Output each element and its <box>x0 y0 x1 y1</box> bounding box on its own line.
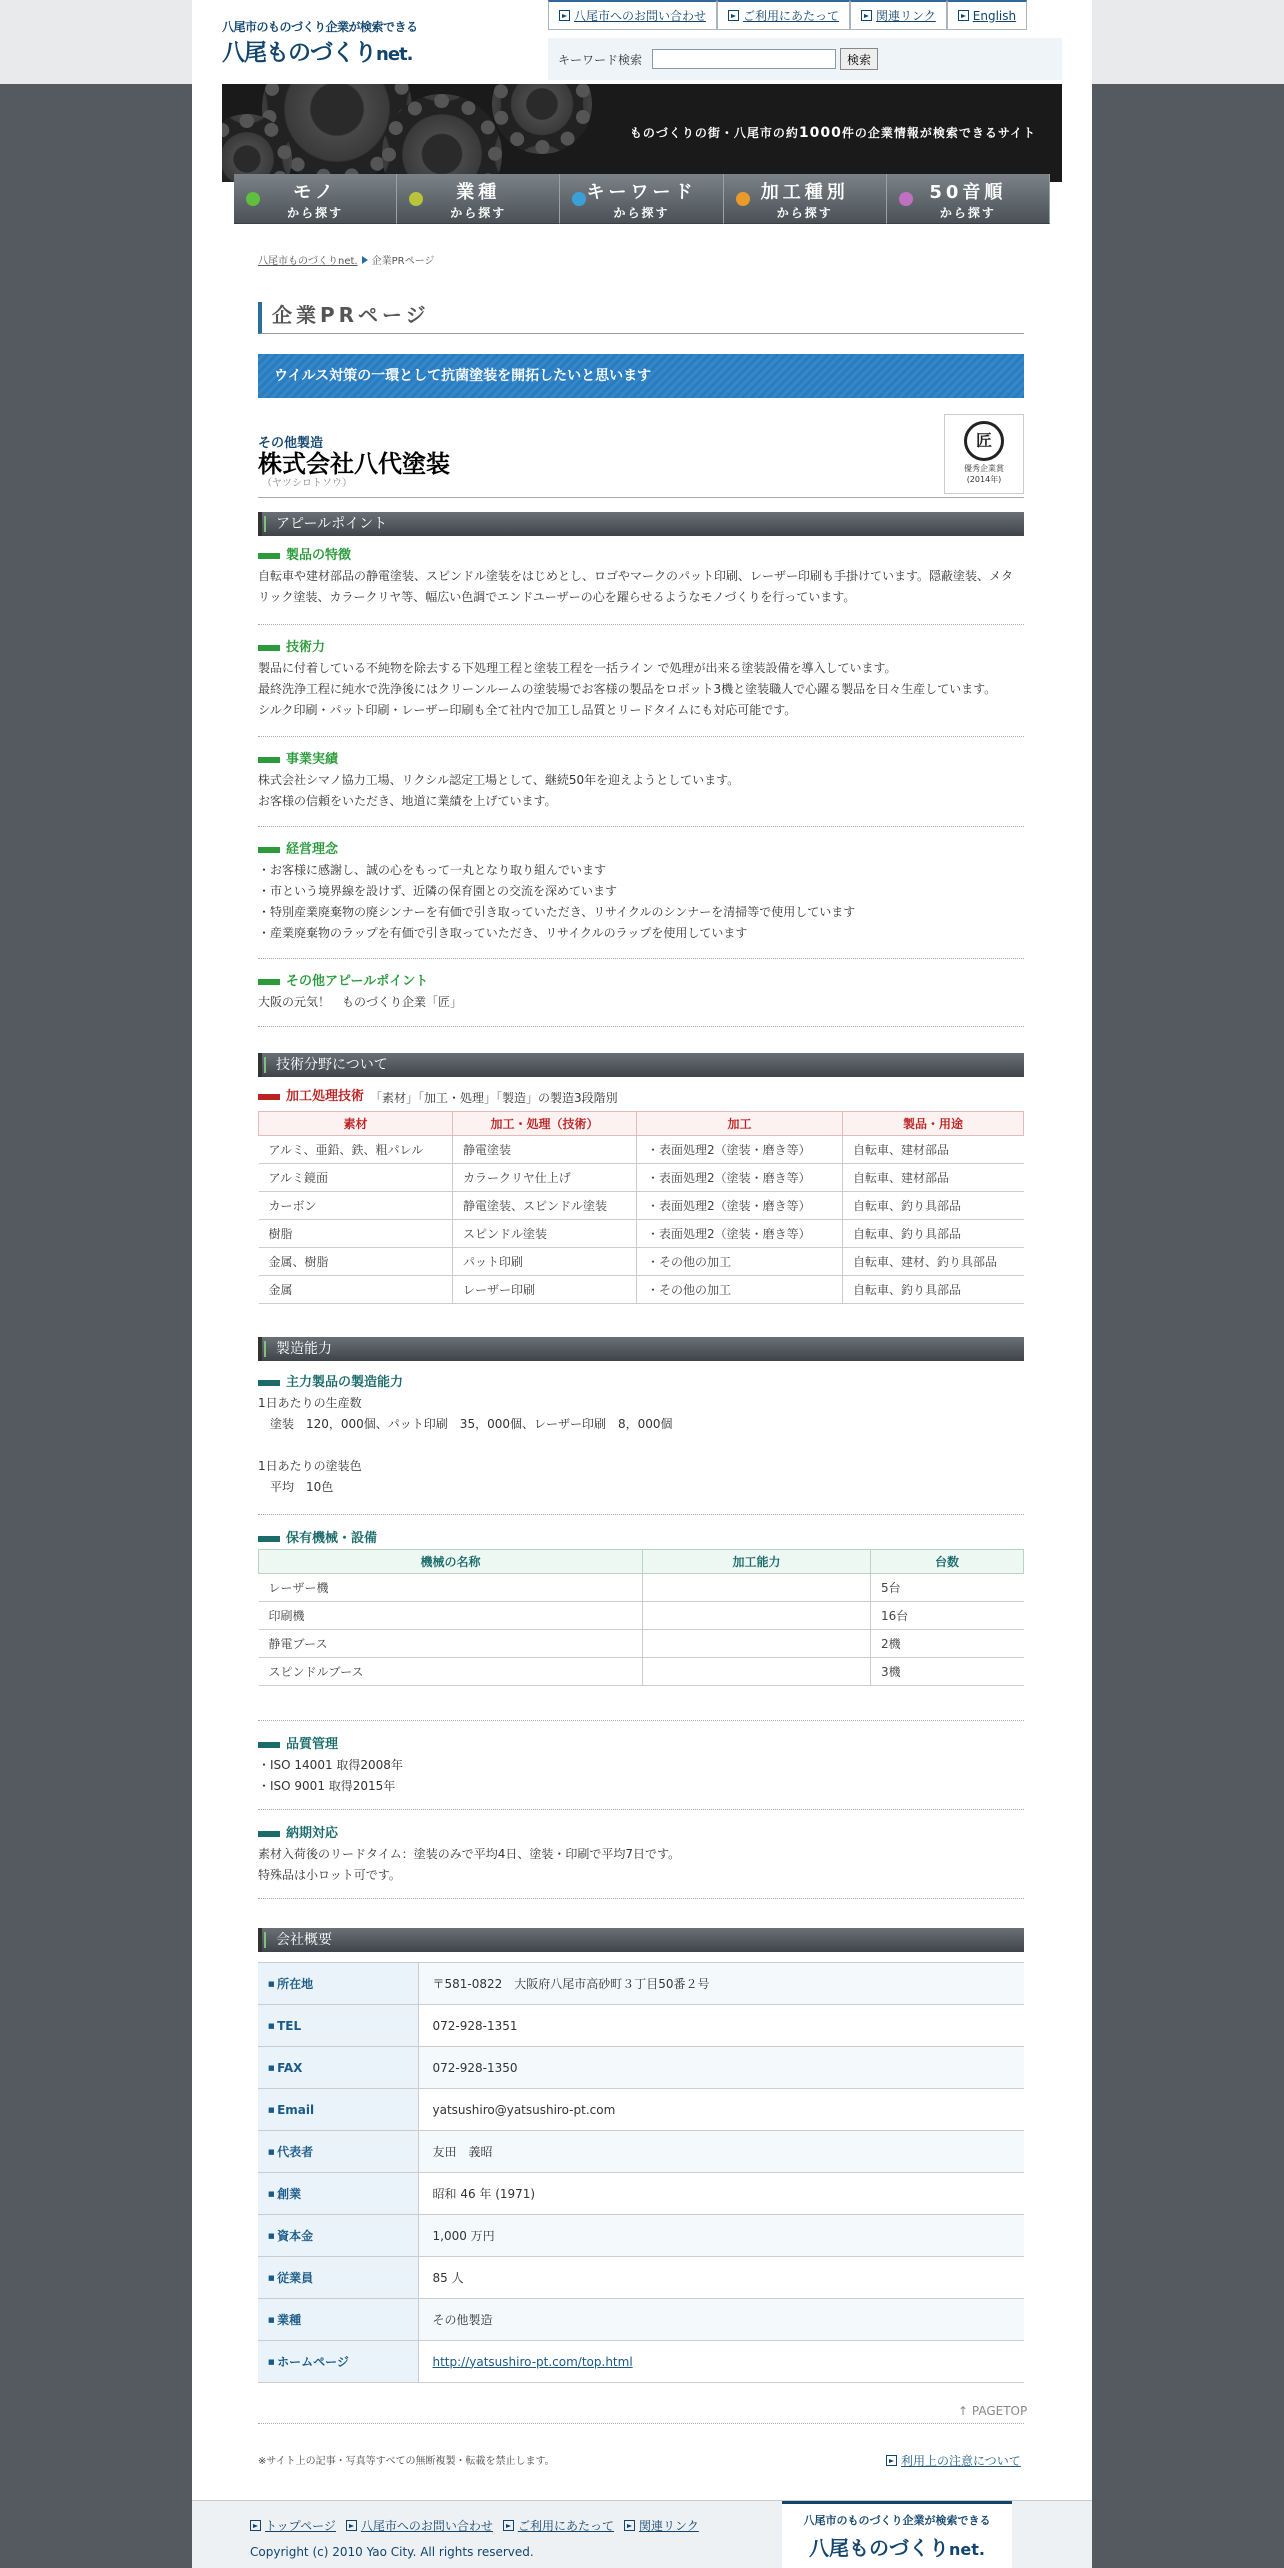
appeal-line: 製品に付着している不純物を除去する下処理工程と塗装工程を一括ライン で処理が出来る塗装設備を導入しています。 <box>258 661 897 675</box>
table-cell: ・表面処理2（塗装・磨き等） <box>637 1136 843 1164</box>
table-header-row <box>259 1550 1024 1574</box>
banner-text-2: 件の企業情報が検索できるサイト <box>841 126 1036 140</box>
footer-nav-usage[interactable] <box>503 2517 614 2534</box>
table-cell: レーザー印刷 <box>453 1276 637 1304</box>
table-cell <box>643 1630 871 1658</box>
appeal-line: リック塗装、カラークリヤ等、幅広い色調でエンドユーザーの心を躍らせるようなモノづくりを行っています。 <box>258 590 856 604</box>
profile-value: 〒581-0822 大阪府八尾市高砂町３丁目50番２号 <box>418 1963 1024 2005</box>
appeal-line: ・市という境界線を設けず、近隣の保育園との交流を深めています <box>258 884 618 898</box>
appeal-line: 株式会社シマノ協力工場、リクシル認定工場として、継続50年を迎えようとしています。 <box>258 773 740 787</box>
profile-value: 072-928-1350 <box>418 2047 1024 2089</box>
header-nav <box>548 0 1062 34</box>
table-cell <box>643 1602 871 1630</box>
appeal-line: ・特別産業廃棄物の廃シンナーを有価で引き取っていただき、リサイクルのシンナーを清掃等で使用しています <box>258 905 856 919</box>
search-button[interactable]: 検索 <box>840 48 878 70</box>
header-nav-label: English <box>972 8 1017 23</box>
appeal-title: その他アピールポイント <box>258 972 1024 992</box>
appeal-line: 最終洗浄工程に純水で洗浄後にはクリーンルームの塗装場でお客様の製品をロボット3機と塗装職人で心躍る製品を日々生産しています。 <box>258 682 997 696</box>
profile-key: ■ FAX <box>258 2047 418 2089</box>
table-header: 機械の名称 <box>259 1550 643 1574</box>
header-nav-contact[interactable] <box>548 0 717 30</box>
table-row <box>259 1574 1024 1602</box>
divider <box>258 736 1024 737</box>
table-cell: 2機 <box>871 1630 1024 1658</box>
table-cell: 静電塗装 <box>453 1136 637 1164</box>
table-row <box>258 1963 1024 2005</box>
table-row <box>259 1602 1024 1630</box>
main-content <box>258 252 1024 498</box>
gnav-big: キーワード <box>586 182 697 203</box>
table-header: 製品・用途 <box>843 1112 1024 1136</box>
arrow-right-icon <box>346 2520 357 2531</box>
capacity-line: 1日あたりの生産数 <box>258 1396 362 1410</box>
footer-nav-label: 八尾市へのお問い合わせ <box>360 2519 493 2533</box>
page-wrapper <box>192 0 1092 2568</box>
appeal-block <box>258 972 1024 1013</box>
gnav-small: から探す <box>776 206 833 220</box>
gnav-process[interactable] <box>724 174 887 224</box>
banner-text <box>630 124 1036 141</box>
table-header: 台数 <box>871 1550 1024 1574</box>
table-row <box>258 2257 1024 2299</box>
table-cell: 金属 <box>259 1276 453 1304</box>
table-cell: ・表面処理2（塗装・磨き等） <box>637 1164 843 1192</box>
arrow-right-icon <box>559 10 570 21</box>
banner-count: 1000 <box>798 125 842 141</box>
machine-title: 保有機械・設備 <box>258 1529 1024 1549</box>
table-row <box>259 1220 1024 1248</box>
capacity-line: 平均 10色 <box>258 1480 334 1494</box>
arrow-right-icon <box>250 2520 261 2531</box>
table-row <box>259 1192 1024 1220</box>
footer-nav-links[interactable] <box>624 2517 699 2534</box>
profile-value: yatsushiro@yatsushiro-pt.com <box>418 2089 1024 2131</box>
tech-sub <box>258 1087 1024 1107</box>
gnav-big: モノ <box>293 182 338 203</box>
table-cell: カラークリヤ仕上げ <box>453 1164 637 1192</box>
company-category: その他製造 <box>258 436 324 451</box>
arrow-right-icon <box>886 2455 897 2466</box>
table-cell: 印刷機 <box>259 1602 643 1630</box>
appeal-block <box>258 750 1024 812</box>
profile-key: ■ 資本金 <box>258 2215 418 2257</box>
appeal-line: ・お客様に感謝し、誠の心をもって一丸となり取り組んでいます <box>258 863 607 877</box>
search-label: キーワード検索 <box>558 52 643 67</box>
delivery-title: 納期対応 <box>258 1824 1024 1844</box>
table-cell: 金属、樹脂 <box>259 1248 453 1276</box>
breadcrumb-home[interactable]: 八尾市ものづくりnet. <box>258 256 358 267</box>
profile-key: ■ TEL <box>258 2005 418 2047</box>
table-header: 加工能力 <box>643 1550 871 1574</box>
table-row <box>258 2215 1024 2257</box>
profile-table <box>258 1962 1024 2383</box>
table-cell: カーボン <box>259 1192 453 1220</box>
divider <box>258 826 1024 827</box>
profile-key: ■ Email <box>258 2089 418 2131</box>
table-row <box>258 2005 1024 2047</box>
header-nav-label: 八尾市へのお問い合わせ <box>574 9 707 23</box>
capacity-line: 1日あたりの塗装色 <box>258 1459 362 1473</box>
profile-value: その他製造 <box>418 2299 1024 2341</box>
table-row <box>258 2341 1024 2383</box>
table-header: 加工・処理（技術） <box>453 1112 637 1136</box>
award-badge <box>944 414 1024 494</box>
table-row <box>258 2131 1024 2173</box>
company-name: 株式会社八代塗装 <box>258 450 450 478</box>
table-row <box>259 1248 1024 1276</box>
footer <box>192 2500 1092 2568</box>
quality-line: ・ISO 14001 取得2008年 <box>258 1758 403 1772</box>
breadcrumb <box>258 252 1024 266</box>
table-cell: アルミ鏡面 <box>259 1164 453 1192</box>
gnav-small: から探す <box>450 206 507 220</box>
divider <box>258 1809 1024 1810</box>
chevron-right-icon <box>362 256 368 264</box>
appeal-line: 自転車や建材部品の静電塗装、スピンドル塗装をはじめとし、ロゴやマークのパット印刷、レーザー印刷も手掛けています。隠蔽塗装、メタ <box>258 569 1014 583</box>
table-cell: ・その他の加工 <box>637 1248 843 1276</box>
section-heading: 会社概要 <box>258 1928 1024 1952</box>
table-row <box>259 1164 1024 1192</box>
logo-text <box>222 34 412 67</box>
search-box <box>548 38 1062 80</box>
divider <box>258 958 1024 959</box>
appeal-title: 事業実績 <box>258 750 1024 770</box>
table-row <box>259 1658 1024 1686</box>
appeal-line: シルク印刷・パット印刷・レーザー印刷も全て社内で加工し品質とリードタイムにも対応可能です。 <box>258 703 797 717</box>
table-cell: 3機 <box>871 1658 1024 1686</box>
footer-nav-top[interactable] <box>250 2517 336 2534</box>
company-header <box>258 398 1024 498</box>
table-row <box>258 2047 1024 2089</box>
hero-banner <box>222 84 1062 182</box>
copyright-note: ※サイト上の記事・写真等すべての無断複製・転載を禁止します。 <box>258 2456 555 2467</box>
award-caption: 優秀企業賞 <box>964 464 1004 473</box>
capacity-main-title: 主力製品の製造能力 <box>258 1373 1024 1393</box>
capacity-line <box>258 1435 1024 1456</box>
divider <box>258 2423 1024 2424</box>
divider <box>258 1898 1024 1899</box>
header-nav-label: ご利用にあたって <box>743 9 840 23</box>
header-nav-english[interactable] <box>947 0 1027 30</box>
table-row <box>258 2173 1024 2215</box>
table-cell: 静電ブース <box>259 1630 643 1658</box>
table-header: 素材 <box>259 1112 453 1136</box>
table-cell: 自転車、釣り具部品 <box>843 1220 1024 1248</box>
footer-logo-tagline: 八尾市のものづくり企業が検索できる <box>803 2514 991 2527</box>
gnav-small: から探す <box>287 206 344 220</box>
profile-value: 85 人 <box>418 2257 1024 2299</box>
appeal-line: お客様の信頼をいただき、地道に業績を上げています。 <box>258 794 557 808</box>
table-cell: 自転車、建材部品 <box>843 1164 1024 1192</box>
table-cell: 自転車、建材部品 <box>843 1136 1024 1164</box>
gnav-industry[interactable] <box>397 174 560 224</box>
delivery-line: 特殊品は小ロット可です。 <box>258 1868 401 1882</box>
footer-nav <box>250 2517 699 2534</box>
table-row <box>258 2089 1024 2131</box>
appeal-line: ・産業廃棄物のラップを有価で引き取っていただき、リサイクルのラップを使用しています <box>258 926 748 940</box>
section-heading: 技術分野について <box>258 1053 1024 1077</box>
quality-title: 品質管理 <box>258 1735 1024 1755</box>
arrow-up-icon: ↑ <box>958 2404 972 2418</box>
table-cell: 5台 <box>871 1574 1024 1602</box>
table-cell <box>643 1658 871 1686</box>
table-cell: ・表面処理2（塗装・磨き等） <box>637 1220 843 1248</box>
gnav-big: 加工種別 <box>760 182 849 203</box>
table-cell <box>643 1574 871 1602</box>
divider <box>258 1026 1024 1027</box>
header-right <box>548 0 1062 84</box>
appeal-line: 大阪の元気！ ものづくり企業「匠」 <box>258 995 463 1009</box>
page-title: 企業PRページ <box>258 302 1024 334</box>
logo-suffix: net. <box>376 44 413 65</box>
gnav-keyword[interactable] <box>560 174 723 224</box>
table-header: 加工 <box>637 1112 843 1136</box>
global-nav <box>234 174 1050 224</box>
logo-main-text: 八尾ものづくり <box>222 40 376 66</box>
footer-nav-label: ご利用にあたって <box>517 2519 614 2533</box>
header-nav-usage[interactable] <box>717 0 850 30</box>
appeal-block <box>258 638 1024 721</box>
table-header-row <box>259 1112 1024 1136</box>
table-cell: 樹脂 <box>259 1220 453 1248</box>
machine-table <box>258 1549 1024 1686</box>
terms-link[interactable] <box>886 2452 1021 2469</box>
table-cell: ・その他の加工 <box>637 1276 843 1304</box>
table-row <box>259 1136 1024 1164</box>
gnav-small: から探す <box>613 206 670 220</box>
company-kana: （ヤツシロトソウ） <box>262 478 352 489</box>
profile-key: ■ ホームページ <box>258 2341 418 2383</box>
pagetop-link[interactable] <box>958 2404 1027 2418</box>
header-nav-label: 関連リンク <box>876 9 936 23</box>
table-cell: パット印刷 <box>453 1248 637 1276</box>
footer-logo[interactable] <box>782 2501 1012 2568</box>
table-cell: アルミ、亜鉛、鉄、粗パレル <box>259 1136 453 1164</box>
table-row <box>258 2299 1024 2341</box>
profile-value: 友田 義昭 <box>418 2131 1024 2173</box>
table-cell: ・表面処理2（塗装・磨き等） <box>637 1192 843 1220</box>
tech-table <box>258 1111 1024 1304</box>
profile-section <box>258 1928 1024 2424</box>
gnav-big: 50音順 <box>929 182 1007 203</box>
profile-key: ■ 従業員 <box>258 2257 418 2299</box>
section-heading: アピールポイント <box>258 512 1024 536</box>
footer-nav-label: 関連リンク <box>638 2519 699 2533</box>
arrow-right-icon <box>861 10 872 21</box>
divider <box>258 1514 1024 1515</box>
table-cell: 自転車、釣り具部品 <box>843 1192 1024 1220</box>
delivery-line: 素材入荷後のリードタイム：塗装のみで平均4日、塗装・印刷で平均7日です。 <box>258 1847 681 1861</box>
profile-value: 072-928-1351 <box>418 2005 1024 2047</box>
homepage-link[interactable]: http://yatsushiro-pt.com/top.html <box>432 2354 633 2369</box>
profile-value: 1,000 万円 <box>418 2215 1024 2257</box>
pagetop-label: PAGETOP <box>971 2404 1028 2418</box>
footer-logo-suffix: net. <box>949 2540 985 2559</box>
table-cell: 自転車、建材、釣り具部品 <box>843 1248 1024 1276</box>
table-cell: スピンドルブース <box>259 1658 643 1686</box>
arrow-right-icon <box>624 2520 635 2531</box>
award-seal-icon: 匠 <box>964 421 1004 461</box>
divider <box>258 624 1024 625</box>
gnav-small: から探す <box>939 206 996 220</box>
appeal-title: 経営理念 <box>258 840 1024 860</box>
table-cell: 静電塗装、スピンドル塗装 <box>453 1192 637 1220</box>
table-cell: レーザー機 <box>259 1574 643 1602</box>
appeal-section <box>258 512 1024 1009</box>
capacity-line: 塗装 120，000個、パット印刷 35，000個、レーザー印刷 8，000個 <box>258 1417 673 1431</box>
terms-label: 利用上の注意について <box>901 2454 1021 2468</box>
gnav-big: 業種 <box>456 182 501 203</box>
tech-sub-title: 加工処理技術 <box>258 1087 364 1107</box>
profile-key: ■ 創業 <box>258 2173 418 2215</box>
arrow-right-icon <box>958 10 969 21</box>
tech-section <box>258 1053 1024 1304</box>
profile-key: ■ 業種 <box>258 2299 418 2341</box>
table-cell: スピンドル塗装 <box>453 1220 637 1248</box>
appeal-title: 技術力 <box>258 638 1024 658</box>
table-cell: 16台 <box>871 1602 1024 1630</box>
appeal-block <box>258 840 1024 944</box>
search-input[interactable] <box>652 49 836 69</box>
footer-nav-contact[interactable] <box>346 2517 493 2534</box>
divider <box>258 1720 1024 1721</box>
capacity-section <box>258 1337 1024 1899</box>
copyright: Copyright (c) 2010 Yao City. All rights reserved. <box>250 2545 534 2559</box>
arrow-right-icon <box>728 10 739 21</box>
banner-text-1: ものづくりの街・八尾市の約 <box>629 126 799 140</box>
profile-value-cell <box>418 2341 1024 2383</box>
footer-logo-main: 八尾ものづくり <box>809 2536 950 2560</box>
breadcrumb-current: 企業PRページ <box>371 256 435 267</box>
header-nav-links[interactable] <box>850 0 947 30</box>
tech-sub-note: 「素材」「加工・処理」「製造」の製造3段階別 <box>370 1090 618 1105</box>
catch-copy: ウイルス対策の一環として抗菌塗装を開拓したいと思います <box>258 354 1024 398</box>
footer-nav-label: トップページ <box>265 2519 336 2533</box>
site-logo[interactable] <box>222 0 542 84</box>
appeal-block <box>258 546 1024 626</box>
section-heading: 製造能力 <box>258 1337 1024 1361</box>
footer-logo-text <box>782 2532 1012 2561</box>
award-year: (2014年) <box>966 475 1002 484</box>
quality-line: ・ISO 9001 取得2015年 <box>258 1779 396 1793</box>
table-row <box>259 1630 1024 1658</box>
table-row <box>259 1276 1024 1304</box>
profile-key: ■ 所在地 <box>258 1963 418 2005</box>
gear-image <box>492 84 592 154</box>
appeal-title: 製品の特徴 <box>258 546 1024 566</box>
logo-tagline: 八尾市のものづくり企業が検索できる <box>222 20 418 34</box>
profile-key: ■ 代表者 <box>258 2131 418 2173</box>
table-cell: 自転車、釣り具部品 <box>843 1276 1024 1304</box>
gnav-kana[interactable] <box>887 174 1050 224</box>
gnav-mono[interactable] <box>234 174 397 224</box>
arrow-right-icon <box>503 2520 514 2531</box>
profile-value: 昭和 46 年 (1971) <box>418 2173 1024 2215</box>
